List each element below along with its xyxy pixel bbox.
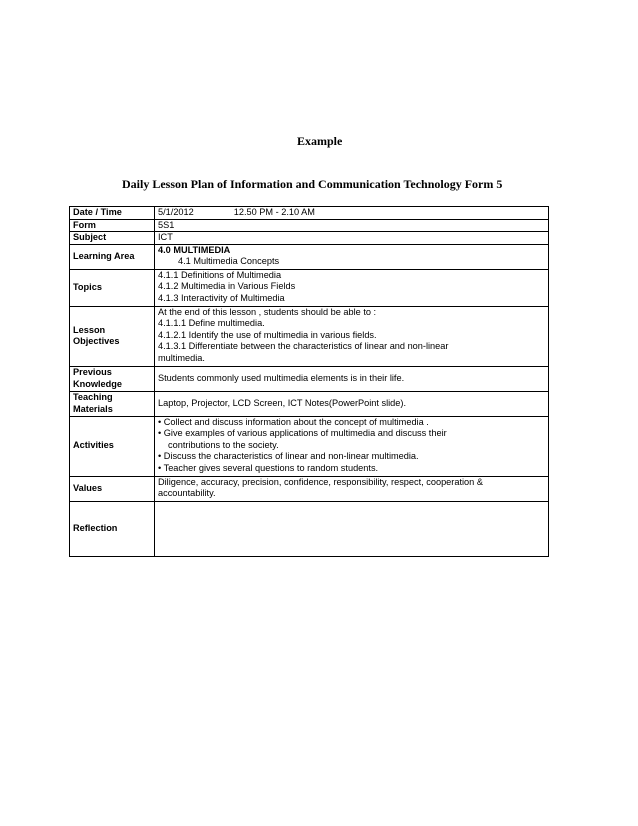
label-values: Values xyxy=(70,476,155,501)
label-objectives xyxy=(70,306,155,366)
row-reflection xyxy=(70,501,549,556)
row-teaching-materials xyxy=(70,391,549,416)
value-form: 5S1 xyxy=(155,219,549,232)
label-activities: Activities xyxy=(70,416,155,476)
value-topics xyxy=(155,269,549,306)
row-subject xyxy=(70,232,549,245)
previous-label-2: Knowledge xyxy=(73,378,123,389)
row-form xyxy=(70,219,549,232)
label-datetime: Date / Time xyxy=(70,207,155,220)
date-value: 5/1/2012 xyxy=(158,207,194,217)
label-learning-area: Learning Area xyxy=(70,244,155,269)
row-learning-area xyxy=(70,244,549,269)
materials-label-2: Materials xyxy=(73,403,113,414)
objective-line: At the end of this lesson , students should be able to : xyxy=(158,306,377,317)
label-topics: Topics xyxy=(70,269,155,306)
value-objectives xyxy=(155,306,549,366)
label-subject: Subject xyxy=(70,232,155,245)
label-teaching-materials xyxy=(70,391,155,416)
value-values xyxy=(155,476,549,501)
activity-item: • Give examples of various applications of multimedia and discuss their xyxy=(158,428,447,438)
topic-item: 4.1.3 Interactivity of Multimedia xyxy=(158,292,285,303)
value-reflection xyxy=(155,501,549,556)
activity-item: contributions to the society. xyxy=(168,439,279,450)
topic-item: 4.1.2 Multimedia in Various Fields xyxy=(158,281,296,291)
topic-item: 4.1.1 Definitions of Multimedia xyxy=(158,269,282,280)
value-activities xyxy=(155,416,549,476)
lesson-plan-table xyxy=(69,206,549,557)
values-line: Diligence, accuracy, precision, confidence, responsibility, respect, cooperation & xyxy=(158,476,483,487)
row-activities xyxy=(70,416,549,476)
value-teaching-materials: Laptop, Projector, LCD Screen, ICT Notes(PowerPoint slide). xyxy=(155,391,549,416)
time-value: 12.50 PM - 2.10 AM xyxy=(233,207,315,217)
value-subject: ICT xyxy=(155,232,549,245)
activity-item: • Discuss the characteristics of linear and non-linear multimedia. xyxy=(158,451,419,461)
learning-area-main: 4.0 MULTIMEDIA xyxy=(158,244,231,255)
value-datetime xyxy=(155,207,549,220)
row-previous-knowledge xyxy=(70,366,549,391)
document-title: Daily Lesson Plan of Information and Communication Technology Form 5 xyxy=(122,177,503,191)
row-datetime xyxy=(70,207,549,220)
objective-line: 4.1.1.1 Define multimedia. xyxy=(158,318,265,328)
values-line: accountability. xyxy=(158,488,216,498)
row-topics xyxy=(70,269,549,306)
activity-item: • Teacher gives several questions to random students. xyxy=(158,462,379,473)
label-previous-knowledge xyxy=(70,366,155,391)
materials-label-1: Teaching xyxy=(73,392,113,402)
example-heading: Example xyxy=(297,134,343,148)
objective-line: multimedia. xyxy=(158,352,205,363)
learning-area-sub: 4.1 Multimedia Concepts xyxy=(178,256,280,266)
objective-line: 4.1.2.1 Identify the use of multimedia in various fields. xyxy=(158,329,377,340)
label-form: Form xyxy=(70,219,155,232)
objectives-label-2: Objectives xyxy=(73,336,120,346)
value-learning-area xyxy=(155,244,549,269)
row-objectives xyxy=(70,306,549,366)
row-values xyxy=(70,476,549,501)
objectives-label-1: Lesson xyxy=(73,324,106,335)
previous-label-1: Previous xyxy=(73,367,112,377)
label-reflection: Reflection xyxy=(70,501,155,556)
value-previous-knowledge: Students commonly used multimedia elements is in their life. xyxy=(155,366,549,391)
activity-item: • Collect and discuss information about the concept of multimedia . xyxy=(158,416,429,427)
objective-line: 4.1.3.1 Differentiate between the characteristics of linear and non-linear xyxy=(158,341,449,351)
